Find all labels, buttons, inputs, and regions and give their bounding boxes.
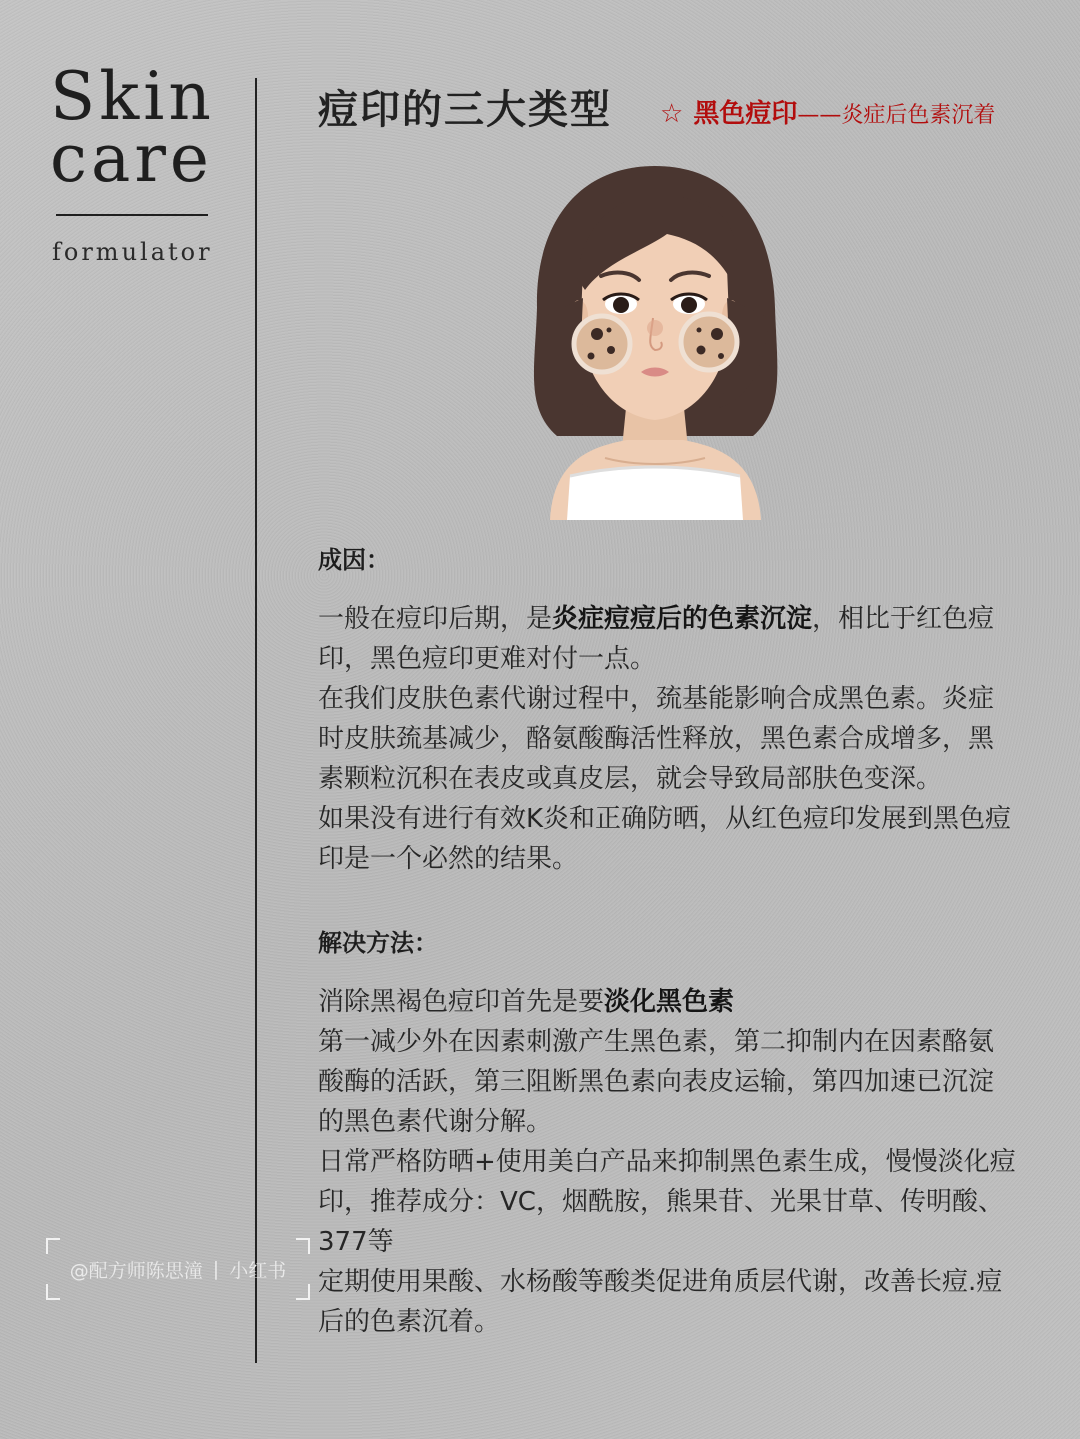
type-subtitle <box>660 93 995 130</box>
cause-paragraph-2: 在我们皮肤色素代谢过程中，巯基能影响合成黑色素。炎症时皮肤巯基减少，酪氨酸酶活性释放，黑色素合成增多，黑素颗粒沉积在表皮或真皮层，就会导致局部肤色变深。 <box>318 684 995 794</box>
watermark-corner <box>296 1238 310 1254</box>
cause-paragraph-1 <box>318 599 1018 679</box>
watermark-corner <box>296 1284 310 1300</box>
brand-divider <box>56 214 208 216</box>
watermark <box>46 1238 310 1300</box>
brand-word-skin: Skin <box>50 58 215 135</box>
watermark-corner <box>46 1284 60 1300</box>
cause-heading: 成因： <box>318 546 390 574</box>
cause-p1-emphasis: 炎症痘痘后的色素沉淀 <box>552 604 813 634</box>
cause-paragraph-3: 如果没有进行有效K炎和正确防晒，从红色痘印发展到黑色痘印是一个必然的结果。 <box>318 804 1012 874</box>
watermark-corner <box>46 1238 60 1254</box>
star-icon: ☆ <box>660 99 684 129</box>
cause-p1-text-a: 一般在痘印后期，是 <box>318 604 553 634</box>
girl-with-dark-acne-marks-illustration <box>505 158 805 528</box>
solution-paragraph-1 <box>318 982 1018 1022</box>
watermark-author: @配方师陈思潼 <box>69 1259 203 1282</box>
watermark-platform: 小红书 <box>229 1259 287 1282</box>
type-description: ——炎症后色素沉着 <box>797 103 996 128</box>
brand-word-care: care <box>50 120 213 197</box>
cause-p1-text-c: ，相比于红色痘印，黑色痘印更难对付一点。 <box>318 604 995 674</box>
page-title: 痘印的三大类型 <box>318 87 612 133</box>
watermark-separator: | <box>212 1258 220 1280</box>
brand-logo <box>50 58 220 266</box>
article-body <box>318 540 1018 1342</box>
solution-p1-emphasis: 淡化黑色素 <box>604 987 735 1017</box>
type-name: 黑色痘印 <box>693 99 798 129</box>
vertical-divider <box>255 78 257 1363</box>
brand-subtitle: formulator <box>52 238 213 266</box>
solution-heading: 解决方法： <box>318 929 438 957</box>
solution-paragraph-4: 定期使用果酸、水杨酸等酸类促进角质层代谢，改善长痘.痘后的色素沉着。 <box>318 1267 1003 1337</box>
section-gap <box>318 879 1018 923</box>
solution-paragraph-2: 第一减少外在因素刺激产生黑色素，第二抑制内在因素酪氨酸酶的活跃，第三阻断黑色素向表皮运输，第四加速已沉淀的黑色素代谢分解。 <box>318 1027 995 1137</box>
solution-paragraph-3: 日常严格防晒+使用美白产品来抑制黑色素生成，慢慢淡化痘印，推荐成分：VC，烟酰胺，熊果苷、光果甘草、传明酸、377等 <box>318 1147 1016 1257</box>
solution-p1-text-a: 消除黑褐色痘印首先是要 <box>318 987 605 1017</box>
